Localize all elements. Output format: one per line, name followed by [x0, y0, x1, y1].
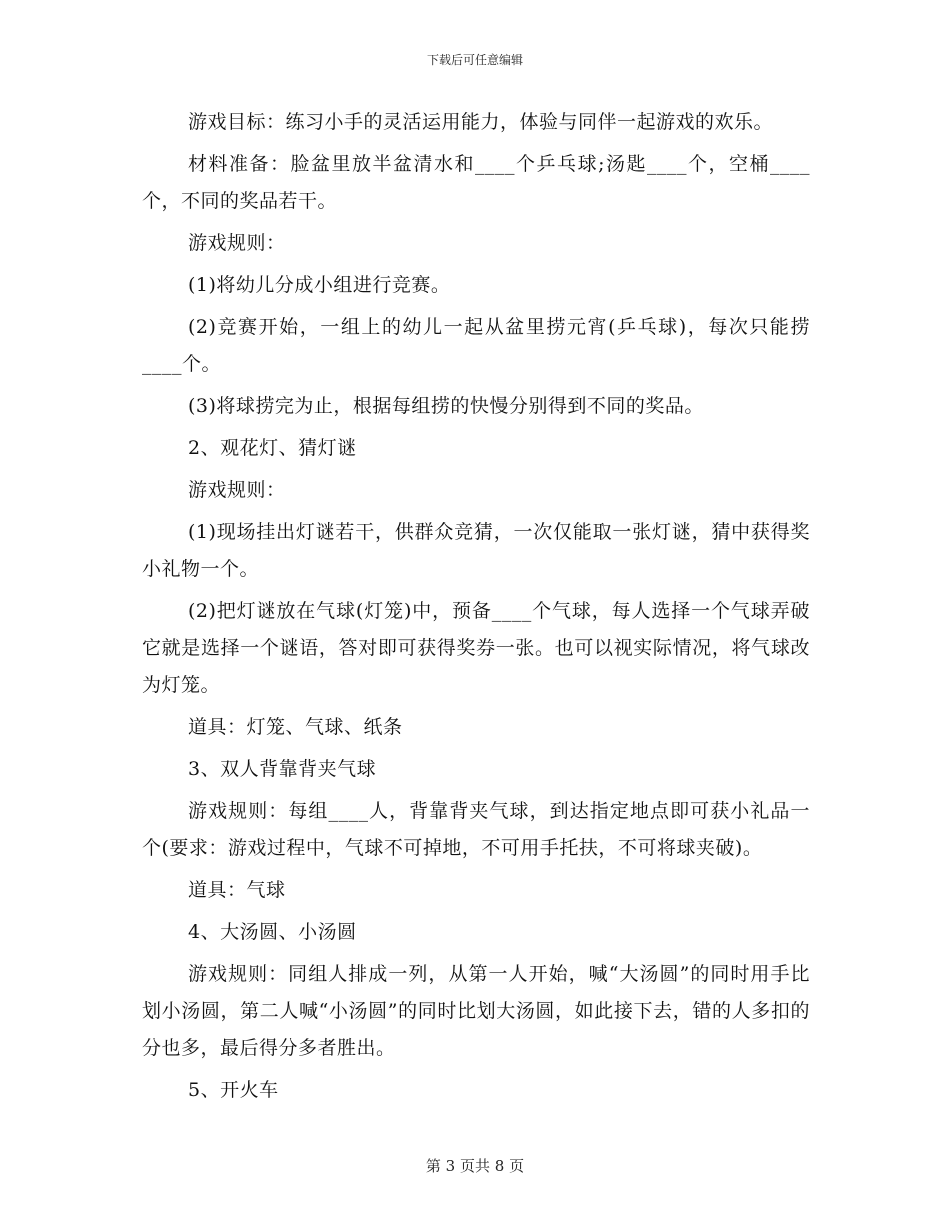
- paragraph-game-rules-heading-2: 游戏规则：: [188, 479, 286, 501]
- paragraph-game-rules-heading: 游戏规则：: [188, 232, 286, 254]
- paragraph-riddle-rule-2: (2)把灯谜放在气球(灯笼)中，预备____个气球，每人选择一个气球弄破它就是选择一个谜语，答对即可获得奖券一张。也可以视实际情况，将气球改为灯笼。: [142, 600, 810, 696]
- paragraph-game-goal: 游戏目标：练习小手的灵活运用能力，体验与同伴一起游戏的欢乐。: [188, 111, 774, 133]
- paragraph-riddle-rule-1: (1)现场挂出灯谜若干，供群众竞猜，一次仅能取一张灯谜，猜中获得奖小礼物一个。: [142, 521, 810, 580]
- paragraph-rule-1: (1)将幼儿分成小组进行竞赛。: [188, 274, 451, 296]
- page-footer: 第 3 页共 8 页: [425, 1157, 525, 1175]
- paragraph-props-balloons: 道具：气球: [188, 879, 286, 901]
- section-heading-back-to-back: 3、双人背靠背夹气球: [188, 758, 377, 780]
- paragraph-materials: 材料准备：脸盆里放半盆清水和____个乒乓球;汤匙____个，空桶____个，不同的奖品若干。: [142, 153, 810, 212]
- paragraph-rule-2: (2)竞赛开始，一组上的幼儿一起从盆里捞元宵(乒乓球)，每次只能捞____个。: [142, 316, 810, 375]
- document-body: [142, 104, 810, 1109]
- section-heading-tangyuan: 4、大汤圆、小汤圆: [188, 921, 357, 943]
- paragraph-rule-3: (3)将球捞完为止，根据每组捞的快慢分别得到不同的奖品。: [188, 395, 704, 417]
- page-header: 下载后可任意编辑: [426, 53, 523, 67]
- paragraph-props-lanterns: 道具：灯笼、气球、纸条: [188, 716, 403, 738]
- section-heading-train: 5、开火车: [188, 1079, 279, 1101]
- paragraph-back-to-back-rules: 游戏规则：每组____人，背靠背夹气球，到达指定地点即可获小礼品一个(要求：游戏过程中，气球不可掉地，不可用手托扶，不可将球夹破)。: [142, 800, 810, 859]
- section-heading-lantern-riddles: 2、观花灯、猜灯谜: [188, 437, 357, 459]
- paragraph-tangyuan-rules: 游戏规则：同组人排成一列，从第一人开始，喊“大汤圆”的同时用手比划小汤圆，第二人喊“小汤圆”的同时比划大汤圆，如此接下去，错的人多扣的分也多，最后得分多者胜出。: [142, 963, 810, 1059]
